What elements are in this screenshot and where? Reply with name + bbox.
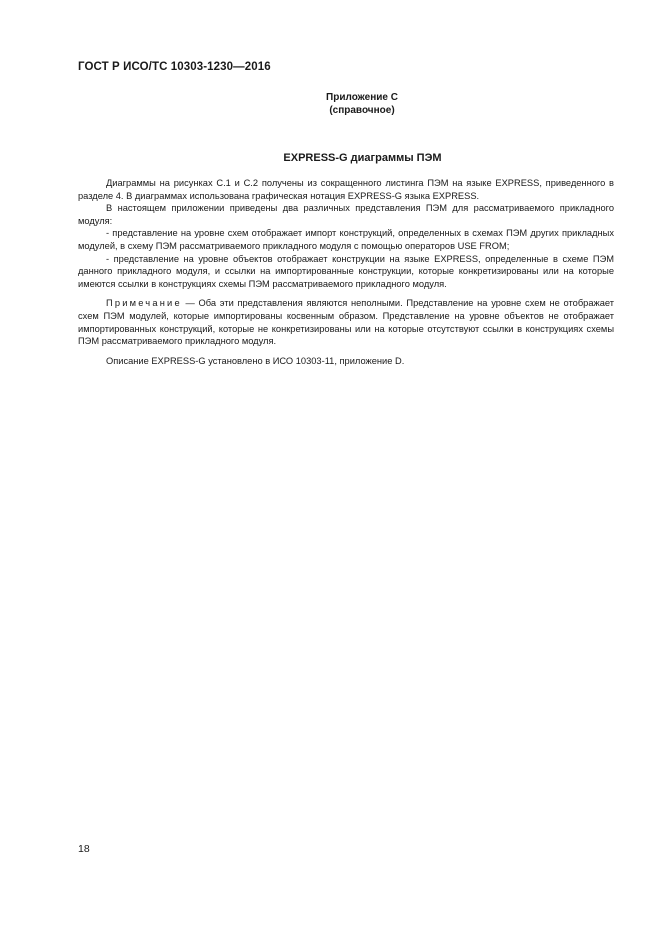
paragraph-intro: Диаграммы на рисунках С.1 и С.2 получены из сокращенного листинга ПЭМ на языке EXPRESS, приведенного в разделе 4. В диаграммах использована графическая нотация EXPRESS-G языка EXPRESS. xyxy=(78,178,614,201)
appendix-heading xyxy=(262,91,462,117)
note-text: — Оба эти представления являются неполными. Представление на уровне схем не отображает схем ПЭМ модулей, которые импортированы косвенным образом. Представление на уровне объектов не отображает импортированных конструкций, которые не конкретизированы или на которые отсутствуют ссылки в конструкциях схемы ПЭМ рассматриваемого прикладного модуля. xyxy=(78,298,614,347)
note-paragraph xyxy=(78,297,614,347)
page-number: 18 xyxy=(78,843,90,855)
list-item-entity-level: - представление на уровне объектов отображает конструкции на языке EXPRESS, определенные в схеме ПЭМ данного прикладного модуля, и ссылки на импортированные конструкции, которые конкретизированы или на которые имеются ссылки в конструкциях схемы ПЭМ рассматриваемого прикладного модуля. xyxy=(78,253,614,289)
paragraph-express-g-reference: Описание EXPRESS-G установлено в ИСО 10303-11, приложение D. xyxy=(106,355,405,366)
appendix-title: Приложение С xyxy=(326,92,398,103)
section-title: EXPRESS-G диаграммы ПЭМ xyxy=(283,152,442,164)
body-text xyxy=(78,177,614,367)
list-item-schema-level: - представление на уровне схем отображает импорт конструкций, определенных в схемах ПЭМ других прикладных модулей, в схему ПЭМ рассматриваемого прикладного модуля с помощью операторов USE FROM; xyxy=(78,228,614,251)
document-identifier: ГОСТ Р ИСО/ТС 10303-1230—2016 xyxy=(78,61,271,73)
paragraph-representations: В настоящем приложении приведены два различных представления ПЭМ для рассматриваемого прикладного модуля: xyxy=(78,203,614,226)
appendix-kind: (справочное) xyxy=(329,105,395,116)
note-label: Примечание xyxy=(106,298,182,309)
